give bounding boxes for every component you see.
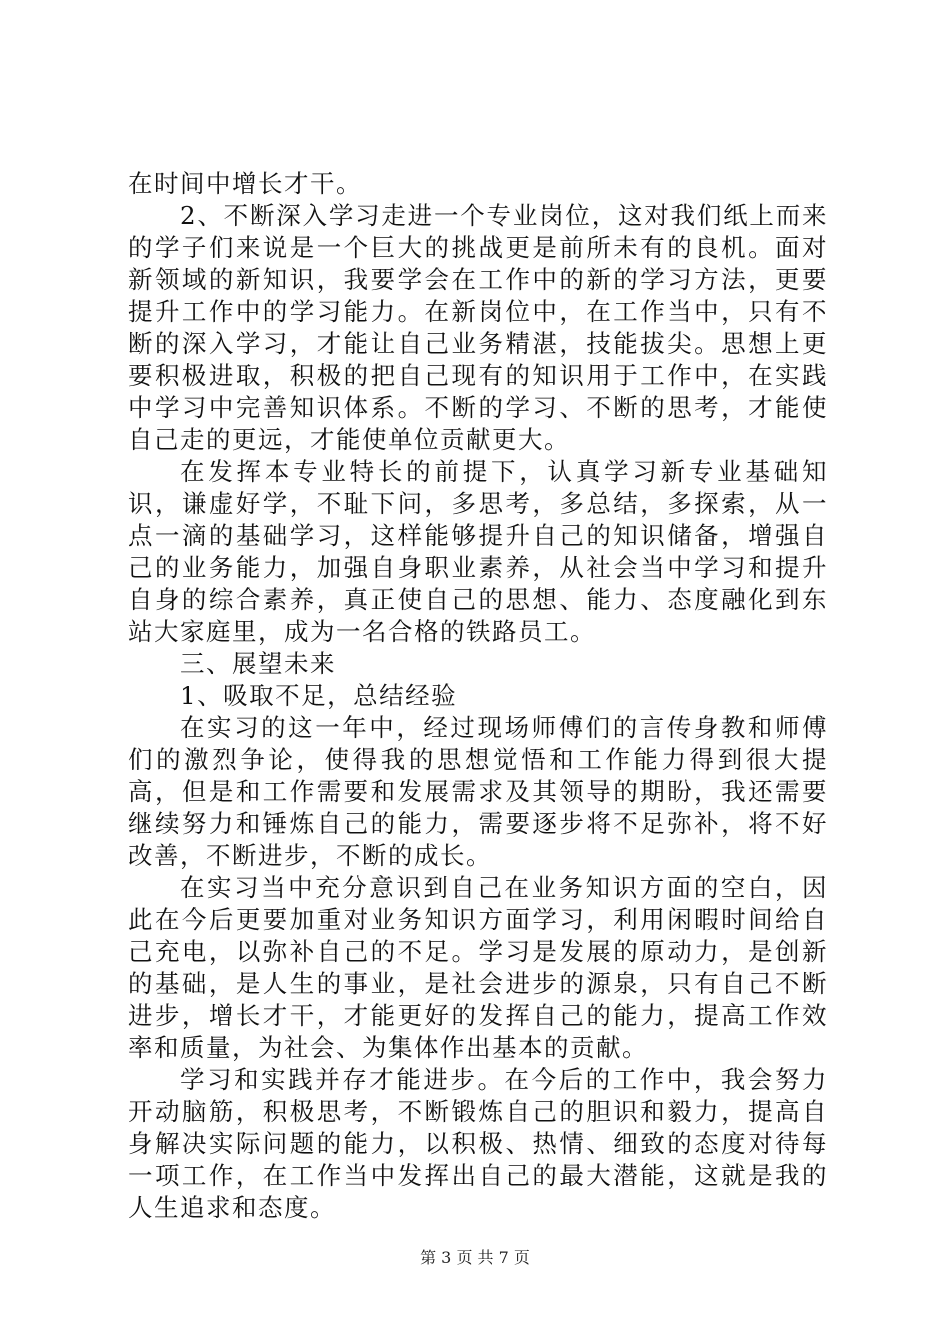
- page-footer: [0, 1248, 950, 1268]
- paragraph-4: 在实习的这一年中，经过现场师傅们的言传身教和师傅们的激烈争论，使得我的思想觉悟和工作能力得到很大提高，但是和工作需要和发展需求及其领导的期盼，我还需要继续努力和锤炼自己的能力，需要逐步将不足弥补，将不好改善，不断进步，不断的成长。: [128, 713, 828, 870]
- paragraph-2: 2、不断深入学习走进一个专业岗位，这对我们纸上而来的学子们来说是一个巨大的挑战更是前所未有的良机。面对新领域的新知识，我要学会在工作中的新的学习方法，更要提升工作中的学习能力。在新岗位中，在工作当中，只有不断的深入学习，才能让自己业务精湛，技能拔尖。思想上更要积极进取，积极的把自己现有的知识用于工作中，在实践中学习中完善知识体系。不断的学习、不断的思考，才能使自己走的更远，才能使单位贡献更大。: [128, 201, 828, 454]
- page-number-label: 第 3 页 共 7 页: [420, 1248, 530, 1267]
- paragraph-6: 学习和实践并存才能进步。在今后的工作中，我会努力开动脑筋，积极思考，不断锻炼自己的胆识和毅力，提高自身解决实际问题的能力，以积极、热情、细致的态度对待每一项工作，在工作当中发挥出自己的最大潜能，这就是我的人生追求和态度。: [128, 1065, 828, 1222]
- paragraph-5: 在实习当中充分意识到自己在业务知识方面的空白，因此在今后更要加重对业务知识方面学习，利用闲暇时间给自己充电，以弥补自己的不足。学习是发展的原动力，是创新的基础，是人生的事业，是社会进步的源泉，只有自己不断进步，增长才干，才能更好的发挥自己的能力，提高工作效率和质量，为社会、为集体作出基本的贡献。: [128, 873, 828, 1062]
- paragraph-1: 在时间中增长才干。: [128, 169, 362, 198]
- paragraph-3: 在发挥本专业特长的前提下，认真学习新专业基础知识，谦虚好学，不耻下问，多思考，多总结，多探索，从一点一滴的基础学习，这样能够提升自己的知识储备，增强自己的业务能力，加强自身职业素养，从社会当中学习和提升自身的综合素养，真正使自己的思想、能力、态度融化到东站大家庭里，成为一名合格的铁路员工。: [128, 457, 828, 646]
- document-body: [128, 168, 828, 1224]
- subsection-heading-1: 1、吸取不足，总结经验: [180, 681, 458, 710]
- section-heading-3: 三、展望未来: [180, 649, 336, 678]
